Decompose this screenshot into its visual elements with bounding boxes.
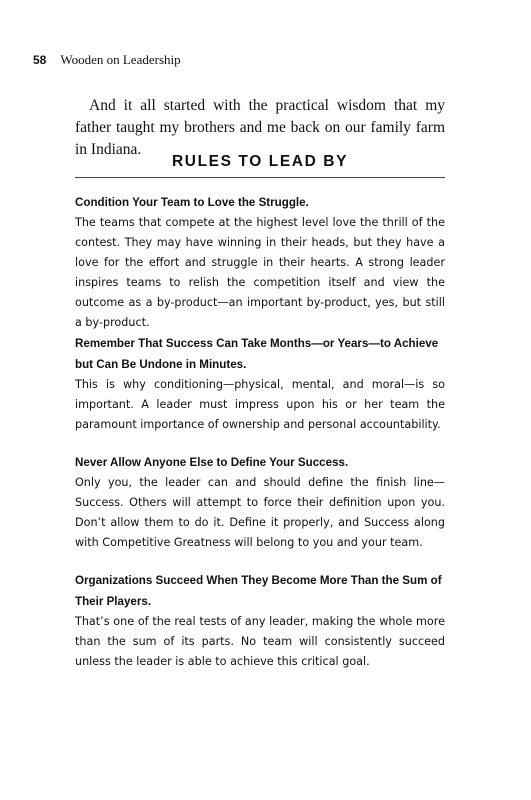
rule-body: This is why conditioning—physical, mental, and moral—is so important. A leader must impress upon his or her team the paramount importance of ownership and personal accountability. [75, 378, 445, 431]
rule-body: That’s one of the real tests of any leader, making the whole more than the sum of its parts. No team will consistently succeed unless the leader is able to achieve this critical goal. [75, 615, 445, 668]
rule-body: The teams that compete at the highest level love the thrill of the contest. They may have winning in their heads, but they have a love for the effort and struggle in their hearts. A strong leader inspires teams to relish the competition itself and view the outcome as a by-product—an important by-product, yes, but still a by-product. [75, 216, 445, 329]
page-number: 58 [33, 53, 47, 67]
rule-item [75, 333, 445, 435]
section-title: RULES TO LEAD BY [171, 153, 349, 170]
rule-item [75, 570, 445, 672]
rule-heading: Condition Your Team to Love the Struggle. [75, 196, 309, 209]
intro-paragraph: And it all started with the practical wisdom that my father taught my brothers and me back on our family farm in Indiana. [75, 97, 445, 158]
rule-heading: Never Allow Anyone Else to Define Your Success. [75, 456, 349, 469]
rule-item [75, 452, 445, 553]
running-head [33, 52, 181, 68]
rule-body: Only you, the leader can and should define the finish line—Success. Others will attempt to force their definition upon you. Don’t allow them to do it. Define it properly, and Success along with Competitive Greatness will belong to you and your team. [75, 476, 445, 549]
book-title: Wooden on Leadership [60, 52, 181, 67]
rule-heading: Remember That Success Can Take Months—or Years—to Achieve but Can Be Undone in Minutes. [75, 337, 439, 371]
rule-heading: Organizations Succeed When They Become More Than the Sum of Their Players. [75, 574, 442, 608]
section-divider [75, 177, 445, 178]
rule-item [75, 192, 445, 333]
